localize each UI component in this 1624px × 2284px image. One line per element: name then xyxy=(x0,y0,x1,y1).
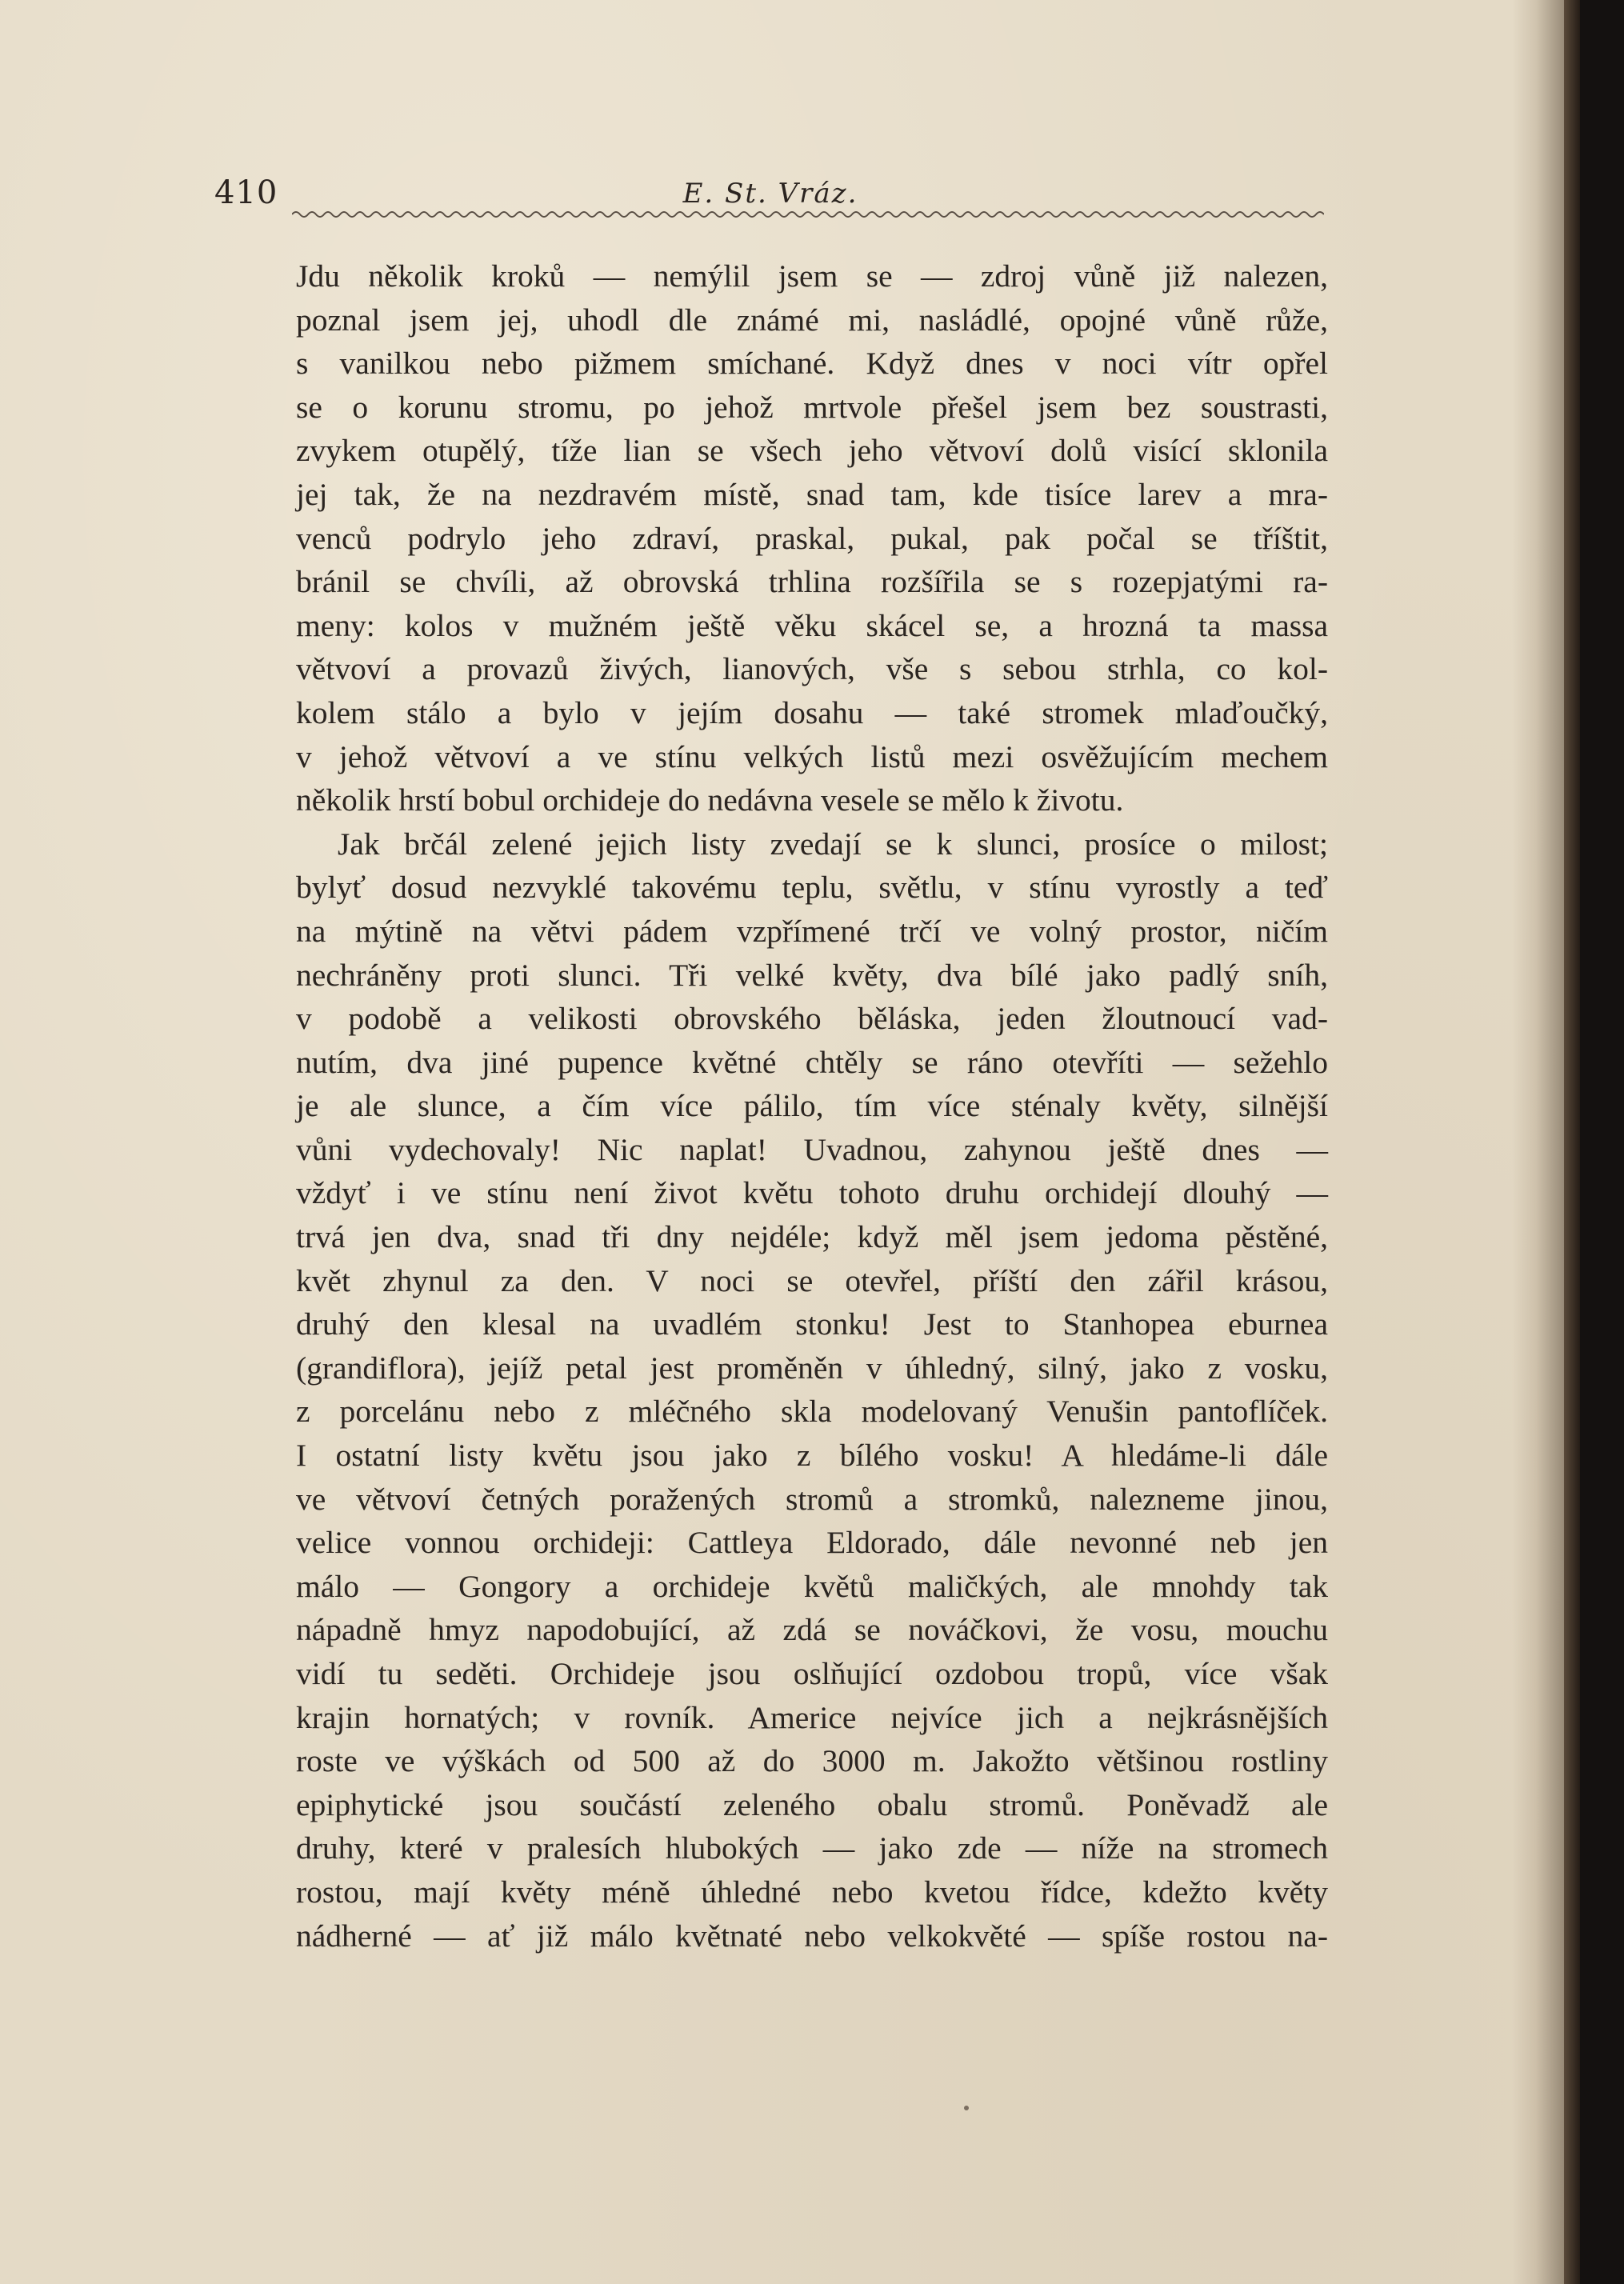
book-spine-edge xyxy=(1564,0,1580,2284)
text-line: vidí tu seděti. Orchideje jsou oslňující ozdobou tropů, více však xyxy=(296,1656,1328,1691)
text-line: druhy, které v pralesích hlubokých — jako zde — níže na stromech xyxy=(296,1830,1328,1866)
page-number: 410 xyxy=(214,174,278,211)
text-line: nutím, dva jiné pupence květné chtěly se ráno otevříti — sežehlo xyxy=(296,1044,1328,1080)
text-line: (grandiflora), jejíž petal jest proměněn v úhledný, silný, jako z vosku, xyxy=(296,1350,1328,1386)
text-line: trvá jen dva, snad tři dny nejdéle; když měl jsem jedoma pěstěné, xyxy=(296,1219,1328,1255)
text-line: s vanilkou nebo pižmem smíchané. Když dnes v noci vítr opřel xyxy=(296,346,1328,382)
text-line: nechráněny proti slunci. Tři velké květy, dva bílé jako padlý sníh, xyxy=(296,957,1328,993)
scan-background xyxy=(1580,0,1624,2284)
text-line: vždyť i ve stínu není život květu tohoto druhu orchidejí dlouhý — xyxy=(296,1175,1328,1211)
text-line: bránil se chvíli, až obrovská trhlina rozšířila se s rozepjatými ra- xyxy=(296,564,1328,600)
body-text xyxy=(296,254,1328,1958)
text-line: venců podrylo jeho zdraví, praskal, pukal, pak počal se tříštit, xyxy=(296,520,1328,556)
text-line: Jdu několik kroků — nemýlil jsem se — zdroj vůně již nalezen, xyxy=(296,258,1328,294)
text-line: druhý den klesal na uvadlém stonku! Jest to Stanhopea eburnea xyxy=(296,1306,1328,1342)
text-line: bylyť dosud nezvyklé takovému teplu, světlu, v stínu vyrostly a teď xyxy=(296,870,1328,906)
text-line: na mýtině na větvi pádem vzpřímené trčí ve volný prostor, ničím xyxy=(296,913,1328,949)
text-line: I ostatní listy květu jsou jako z bílého vosku! A hledáme-li dále xyxy=(296,1438,1328,1474)
running-head: E. St. Vráz. xyxy=(682,178,858,210)
header-wavy-rule xyxy=(292,210,1324,219)
text-line: meny: kolos v mužném ještě věku skácel se, a hrozná ta massa xyxy=(296,607,1328,643)
text-line: nádherné — ať již málo květnaté nebo velkokvěté — spíše rostou na- xyxy=(296,1918,1328,1954)
text-line: epiphytické jsou součástí zeleného obalu stromů. Poněvadž ale xyxy=(296,1786,1328,1822)
text-line: květ zhynul za den. V noci se otevřel, příští den zářil krásou, xyxy=(296,1262,1328,1298)
text-line: v jehož větvoví a ve stínu velkých listů mezi osvěžujícím mechem xyxy=(296,738,1328,774)
text-line: je ale slunce, a čím více pálilo, tím více sténaly květy, silnější xyxy=(296,1088,1328,1124)
text-line: několik hrstí bobul orchideje do nedávna vesele se mělo k životu. xyxy=(296,782,1124,818)
text-line: krajin hornatých; v rovník. Americe nejvíce jich a nejkrásnějších xyxy=(296,1699,1328,1735)
text-line: větvoví a provazů živých, lianových, vše s sebou strhla, co kol- xyxy=(296,651,1328,687)
text-line: ve větvoví četných poražených stromů a stromků, nalezneme jinou, xyxy=(296,1481,1328,1517)
text-line: z porcelánu nebo z mléčného skla modelovaný Venušin pantoflíček. xyxy=(296,1394,1328,1430)
text-line: zvykem otupělý, tíže lian se všech jeho větvoví dolů visící sklonila xyxy=(296,433,1328,469)
text-line: vůni vydechovaly! Nic naplat! Uvadnou, zahynou ještě dnes — xyxy=(296,1131,1328,1167)
text-line: v podobě a velikosti obrovského běláska, jeden žloutnoucí vad- xyxy=(296,1001,1328,1037)
text-line: jej tak, že na nezdravém místě, snad tam, kde tisíce larev a mra- xyxy=(296,476,1328,512)
text-line: Jak brčál zelené jejich listy zvedají se k slunci, prosíce o milost; xyxy=(338,826,1328,862)
text-line: málo — Gongory a orchideje květů maličkých, ale mnohdy tak xyxy=(296,1568,1328,1604)
paper-speck xyxy=(964,2106,969,2110)
text-line: rostou, mají květy méně úhledné nebo kvetou řídce, kdežto květy xyxy=(296,1874,1328,1910)
text-line: poznal jsem jej, uhodl dle známé mi, nasládlé, opojné vůně růže, xyxy=(296,302,1328,338)
text-line: nápadně hmyz napodobující, až zdá se nováčkovi, že vosu, mouchu xyxy=(296,1612,1328,1648)
text-line: se o korunu stromu, po jehož mrtvole přešel jsem bez soustrasti, xyxy=(296,389,1328,425)
text-line: kolem stálo a bylo v jejím dosahu — také stromek mlaďoučký, xyxy=(296,694,1328,730)
text-line: velice vonnou orchideji: Cattleya Eldorado, dále nevonné neb jen xyxy=(296,1525,1328,1561)
text-line: roste ve výškách od 500 až do 3000 m. Jakožto většinou rostliny xyxy=(296,1743,1328,1779)
